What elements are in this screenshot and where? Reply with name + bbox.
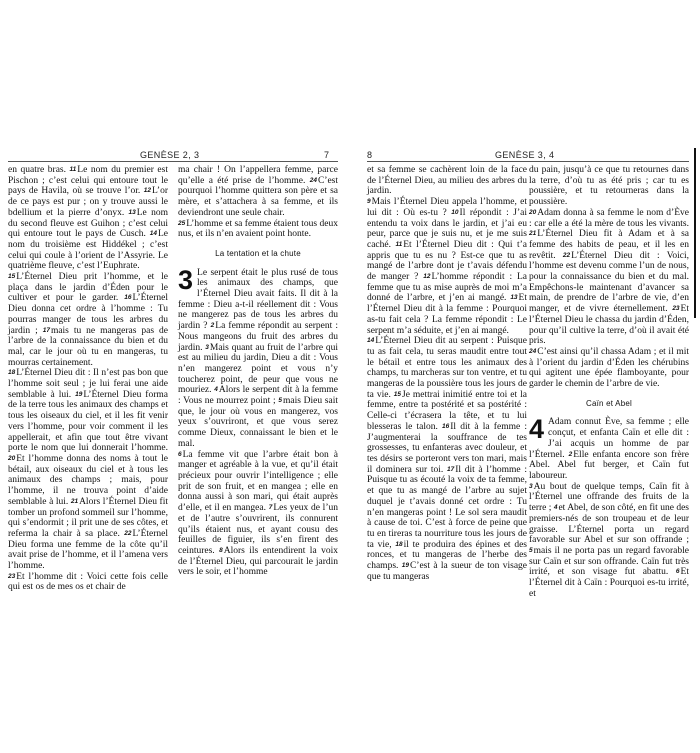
verse-paragraph [178,264,338,450]
verse-number: 11 [395,240,403,248]
verse-number: 6 [675,568,680,576]
chapter-number: 3 [178,264,194,295]
verse-number: 22 [562,251,571,259]
verse-paragraph [529,208,689,347]
verse-number: 15 [8,273,16,281]
verse-text: L’Éternel Dieu prit l’homme, et le plaça dans le jardin d’Éden pour le cultiver et pour le garder. [8,272,168,304]
verse-text: Et l’homme dit : Voici cette fois celle qui est os de mes os et chair de [8,571,168,593]
verse-text: L’Éternel Dieu forma de la terre tous les animaux des champs et tous les oiseaux du ciel, et il les fit venir vers l’homme, pour voir comment il les appellerait, et afin que tout être vivant porte le nom que lui donnerait l’homme. [8,389,168,454]
verse-text: en quatre bras. [8,165,70,175]
verse-number: 23 [672,305,680,313]
verse-text: L’Éternel Dieu forma une femme de la côte qu’il avait prise de l’homme, et il l’amena vers l’homme. [8,528,168,572]
verse-text: C’est à la sueur de ton visage que tu mangeras [367,561,528,582]
left-column-1 [8,165,168,593]
verse-number: 16 [442,422,450,430]
verse-number: 12 [143,187,151,195]
section-title: La tentation et la chute [215,248,301,258]
verse-paragraph [529,414,689,481]
verse-paragraph [367,336,527,582]
verse-number: 24 [309,176,317,184]
verse-paragraph [367,165,527,197]
verse-text: Je mettrai inimitié entre toi et la femme, entre ta postérité et sa postérité : Celle-ci t’écrasera la tête, et tu lui blesseras le talon. [367,389,527,432]
verse-number: 20 [529,208,537,216]
verse-paragraph [8,165,168,272]
verse-number: 2 [568,450,573,458]
page-number: 8 [367,150,373,160]
verse-text: Mais l’Éternel Dieu appela l’homme, et lui dit : Où es-tu ? [367,197,527,218]
verse-number: 21 [529,230,537,238]
verse-number: 19 [401,562,409,570]
left-column-2 [178,165,338,578]
verse-text: Et l’Éternel Dieu dit à la femme : Pourquoi as-tu fait cela ? La femme répondit : Le serpent m’a séduite, et j’en ai mangé. [367,293,527,336]
verse-number: 17 [446,465,455,473]
verse-number: 17 [42,326,50,334]
left-page [8,148,338,718]
verse-paragraph [178,219,338,240]
verse-number: 24 [529,347,537,355]
verse-text: L’Éternel Dieu fit à Adam et à sa femme des habits de peau, et il les en revêtit. [529,229,689,261]
verse-text: Alors l’Éternel Dieu fit tomber un profond sommeil sur l’homme, qui s’endormit ; il prit une de ses côtes, et referma la chair à sa place. [8,496,168,539]
verse-text: La femme vit que l’arbre était bon à manger et agréable à la vue, et qu’il était précieux pour ouvrir l’intelligence ; elle prit de son fruit, et en mangea ; elle en donna aussi à son mari, qui était auprès d’elle, et il en mangea. [178,449,338,514]
verse-text: ma chair ! On l’appellera femme, parce qu’elle a été prise de l’homme. [178,165,338,186]
verse-text: et sa femme se cachèrent loin de la face de l’Éternel Dieu, au milieu des arbres du jardin. [367,165,527,197]
verse-text: Le serpent était le plus rusé de tous les animaux des champs, que l’Éternel Dieu avait faits. Il dit à la femme : Dieu a-t-il réellement dit : Vous ne mangerez pas de tous les arbres du jardin ? [178,267,338,332]
verse-text: Et l’Éternel Dieu dit : Qui t’a appris que tu es nu ? Est-ce que tu as mangé de l’arbre dont je t’avais défendu de manger ? [367,239,527,283]
verse-text: mais tu ne mangeras pas de l’arbre de la connaissance du bien et du mal, car le jour où tu en mangeras, tu mourras certainement. [8,325,168,368]
verse-paragraph [178,165,338,219]
header-rule [8,161,338,162]
verse-paragraph [529,482,689,600]
verse-paragraph [8,368,168,571]
verse-number: 20 [8,454,16,462]
verse-paragraph [529,347,689,390]
verse-number: 5 [529,546,533,554]
verse-number: 5 [278,397,282,405]
verse-text: et Abel, de son côté, en fit une des premiers-nés de son troupeau et de leur graisse. L’Éternel porta un regard favorable sur Abel et sur son offrande ; [529,503,689,546]
verse-text: L’Éternel Dieu dit au serpent : Puisque tu as fait cela, tu seras maudit entre tout le bétail et entre tous les animaux des champs, tu marcheras sur ton ventre, et tu mangeras de la poussière tous les jours de ta vie. [367,336,527,400]
verse-number: 18 [395,540,403,548]
verse-number: 7 [268,504,273,512]
right-column-2 [529,165,689,599]
verse-text: du pain, jusqu’à ce que tu retournes dans la terre, d’où tu as été pris ; car tu es poussière, et tu retourneras dans la poussière. [529,165,689,208]
verse-text: Le nom du second fleuve est Guihon ; c’est celui qui entoure tout le pays de Cusch. [8,207,168,240]
verse-number: 15 [393,390,402,398]
verse-paragraph [367,197,527,336]
verse-text: mais Dieu sait que, le jour où vous en mangerez, vos yeux s’ouvriront, et que vous serez comme Dieux, connaissant le bien et le mal. [178,396,338,449]
right-page-header [367,148,689,162]
verse-number: 16 [124,294,132,302]
verse-text: L’Éternel Dieu dit : Il n’est pas bon que l’homme soit seul ; je lui ferai une aide semblable à lui. [8,368,168,400]
verse-text: Il répondit : J’ai entendu ta voix dans le jardin, et j’ai eu peur, parce que je suis nu, et je me suis caché. [367,207,527,250]
verse-number: 19 [75,390,83,398]
verse-number: 4 [553,504,558,512]
verse-number: 14 [149,230,157,238]
verse-paragraph [8,572,168,593]
verse-text: La femme répondit au serpent : Nous mangeons du fruit des arbres du jardin. [178,321,338,353]
verse-number: 6 [178,450,182,458]
verse-number: 8 [219,546,223,554]
verse-number: 18 [8,369,16,377]
verse-text: Le nom du premier est Pischon ; c’est celui qui entoure tout le pays de Havila, où se trouve l’or. [8,165,168,197]
running-head: GENÈSE 3, 4 [495,150,555,160]
verse-number: 2 [210,322,215,330]
verse-text: Et l’homme donna des noms à tout le bétail, aux oiseaux du ciel et à tous les animaux des champs ; mais, pour l’homme, il ne trouva point d’aide semblable à lui. [8,453,168,507]
running-head: GENÈSE 2, 3 [140,150,200,160]
verse-paragraph [8,272,168,368]
verse-number: 14 [367,337,375,345]
page-number: 7 [324,150,330,160]
right-column-1 [367,165,527,582]
verse-number: 22 [124,529,132,537]
verse-number: 9 [367,198,371,206]
verse-text: C’est pourquoi l’homme quittera son père et sa mère, et s’attachera à sa femme, et ils deviendront une seule chair. [178,175,338,218]
verse-text: Mais quant au fruit de l’arbre qui est au milieu du jardin, Dieu a dit : Vous n’en mangerez point et vous n’y toucherez point, de peur que vous ne mouriez. [178,342,338,396]
chapter-number: 4 [529,414,545,445]
verse-text: Adam connut Ève, sa femme ; elle conçut, et enfanta Caïn et elle dit : J’ai acquis un homme de par l’Éternel. [529,417,689,460]
verse-text: Au bout de quelque temps, Caïn fit à l’Éternel une offrande des fruits de la terre ; [529,481,689,514]
verse-text: Les yeux de l’un et de l’autre s’ouvrirent, ils connurent qu’ils étaient nus, et ayant cousu des feuilles de figuier, ils s’en firent des ceintures. [178,503,338,556]
verse-text: C’est ainsi qu’il chassa Adam ; et il mit à l’orient du jardin d’Éden les chérubins qui agitent une épée flamboyante, pour garder le chemin de l’arbre de vie. [529,346,689,390]
verse-number: 4 [214,386,218,394]
verse-paragraph [529,165,689,208]
right-page [367,148,689,718]
verse-number: 3 [205,343,209,351]
page-edge-bar [694,148,696,318]
verse-text: Alors ils entendirent la voix de l’Éternel Dieu, qui parcourait le jardin vers le soir, et l’homme [178,545,338,578]
verse-text: L’homme répondit : La femme que tu as mise auprès de moi m’a donné de l’arbre, et j’en ai mangé. [367,272,527,304]
verse-number: 11 [69,166,77,173]
verse-text: L’Éternel Dieu dit : Voici, l’homme est devenu comme l’un de nous, pour la connaissance du bien et du mal. Empêchons-le maintenant d’avancer sa main, de prendre de l’arbre de vie, d’en manger, et de vivre éternellement. [529,250,689,315]
verse-text: L’or de ce pays est pur ; on y trouve aussi le bdellium et la pierre d’onyx. [8,186,168,218]
verse-text: il te produira des épines et des ronces, et tu mangeras de l’herbe des champs. [367,539,527,572]
verse-number: 3 [529,482,533,490]
verse-number: 21 [70,497,79,505]
verse-text: Le nom du troisième est Hiddékel ; c’est celui qui coule à l’orient de l’Assyrie. Le quatrième fleuve, c’est l’Euphrate. [8,229,168,272]
verse-text: Et l’Éternel dit à Caïn : Pourquoi es-tu irrité, et [529,567,689,599]
verse-number: 13 [510,294,518,302]
verse-text: Alors le serpent dit à la femme : Vous ne mourrez point ; [178,385,338,407]
verse-text: L’Éternel Dieu donna cet ordre à l’homme : Tu pourras manger de tous les arbres du jardin ; [8,293,168,336]
left-page-header [8,148,338,162]
verse-paragraph [178,450,338,578]
verse-text: Elle enfanta encore son frère Abel. Abel fut berger, et Caïn fut laboureur. [529,449,689,481]
verse-text: Et l’Éternel Dieu le chassa du jardin d’Éden, pour qu’il cultive la terre, d’où il avait été pris. [529,304,689,347]
header-rule [367,161,689,162]
verse-number: 25 [178,219,186,227]
verse-text: mais il ne porta pas un regard favorable sur Caïn et sur son offrande. Caïn fut très irrité, et son visage fut abattu. [529,545,689,578]
verse-text: Adam donna à sa femme le nom d’Ève : car elle a été la mère de tous les vivants. [529,207,689,229]
section-title: Caïn et Abel [586,398,632,408]
verse-text: L’homme et sa femme étaient tous deux nus, et ils n’en avaient point honte. [178,218,338,240]
verse-text: Il dit à la femme : J’augmenterai la souffrance de tes grossesses, tu enfanteras avec douleur, et tes désirs se porteront vers ton mari, mais il dominera sur toi. [367,421,527,475]
verse-number: 23 [8,572,16,580]
verse-number: 12 [423,273,431,281]
verse-number: 13 [128,208,136,216]
verse-number: 10 [451,208,459,216]
verse-text: Il dit à l’homme : Puisque tu as écouté la voix de ta femme, et que tu as mangé de l’arbre au sujet duquel je t’avais donné cet ordre : Tu n’en mangeras point ! Le sol sera maudit à cause de toi. C’est à force de peine que tu en tireras ta nourriture tous les jours de ta vie, [367,464,527,550]
